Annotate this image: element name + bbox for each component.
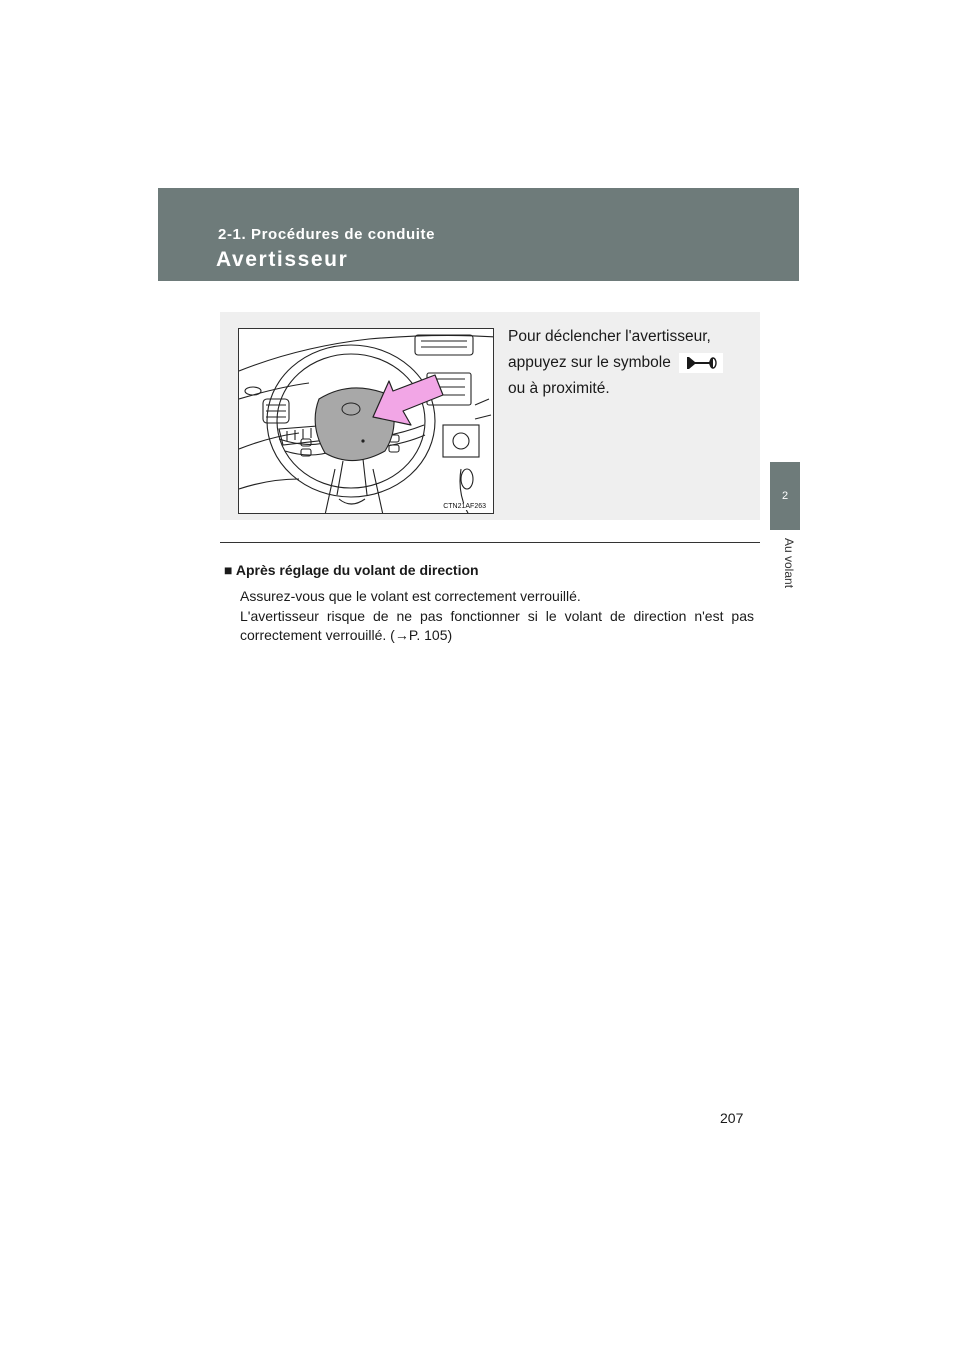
horn-icon: [679, 353, 723, 373]
note-heading-text: Après réglage du volant de direction: [235, 562, 479, 578]
steering-wheel-illustration: [238, 328, 494, 514]
note-bullet: ■: [224, 562, 233, 578]
instruction-line-3: ou à proximité.: [508, 380, 610, 397]
chapter-header: [158, 188, 799, 281]
section-label: 2-1. Procédures de conduite: [218, 226, 436, 243]
chapter-tab[interactable]: [770, 462, 800, 530]
steering-wheel-drawing: [239, 329, 494, 514]
section-divider: [220, 542, 760, 543]
page-title: Avertisseur: [216, 248, 349, 271]
note-line-2: L'avertisseur risque de ne pas fonctionner si le volant de direction n'est pas correctement verrouillé. (→P. 105): [240, 607, 754, 643]
note-heading: [224, 562, 479, 578]
instruction-line-2: [508, 350, 740, 376]
instruction-text: [508, 324, 740, 402]
instruction-line-1: Pour déclencher l'avertisseur,: [508, 328, 711, 345]
instruction-line-2-text: appuyez sur le symbole: [508, 354, 671, 371]
note-line-1: Assurez-vous que le volant est correctement verrouillé.: [240, 588, 581, 604]
chapter-tab-label: Au volant: [782, 538, 796, 589]
note-body: [240, 587, 754, 646]
chapter-tab-number: 2: [781, 490, 789, 502]
instruction-panel: [220, 312, 760, 520]
page-number: 207: [720, 1110, 744, 1126]
illustration-code: CTN21AF263: [443, 503, 486, 510]
